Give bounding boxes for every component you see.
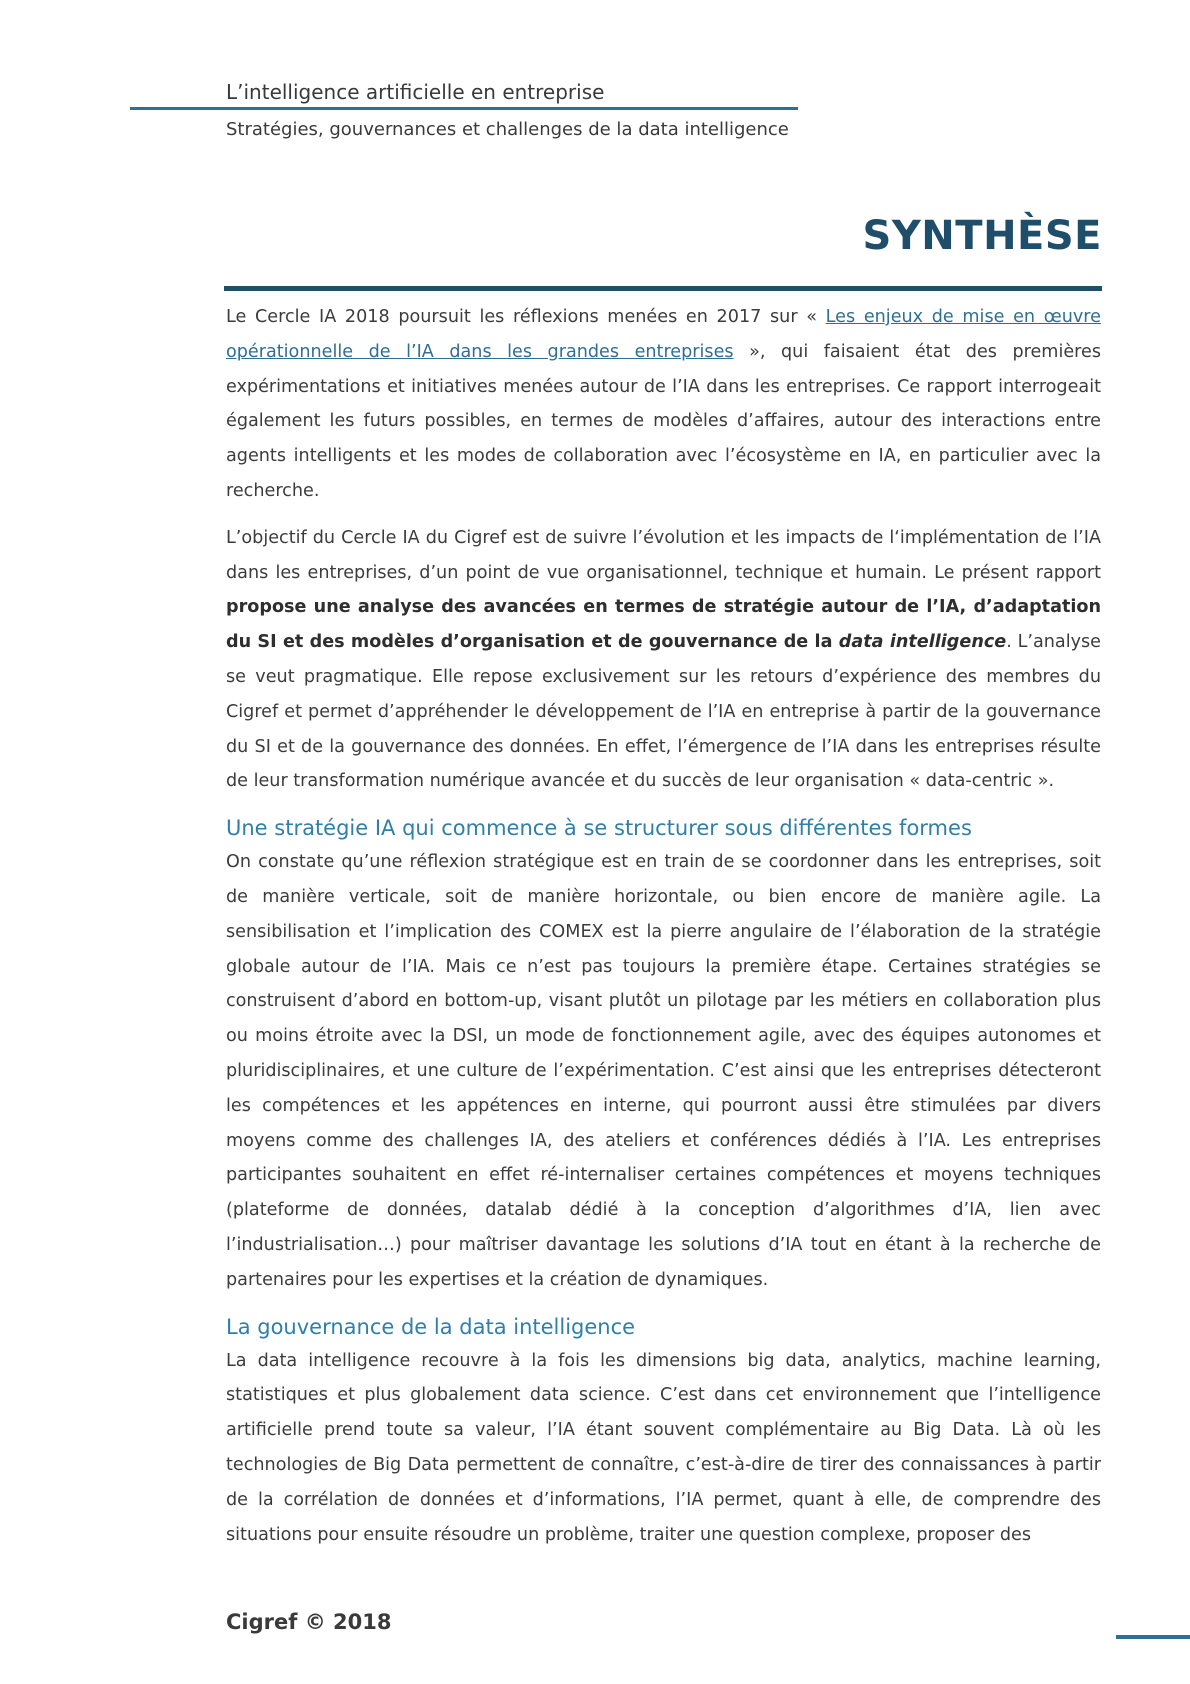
intro-text-after-link: », qui faisaient état des premières expérimentations et initiatives menées autour de l’IA dans les entreprises. Ce rapport interrogeait également les futurs possibles, en termes de modèles d’affaires, autour des interactions entre agents intelligents et les modes de collaboration avec l’écosystème en IA, en particulier avec la recherche.	[226, 341, 1101, 501]
paragraph-strategy: On constate qu’une réflexion stratégique est en train de se coordonner dans les entreprises, soit de manière verticale, soit de manière horizontale, ou bien encore de manière agile. La sensibilisation et l’implication des COMEX est la pierre angulaire de l’élaboration de la stratégie globale autour de l’IA. Mais ce n’est pas toujours la première étape. Certaines stratégies se construisent d’abord en bottom-up, visant plutôt un pilotage par les métiers en collaboration plus ou moins étroite avec la DSI, un mode de fonctionnement agile, avec des équipes autonomes et pluridisciplinaires, et une culture de l’expérimentation. C’est ainsi que les entreprises détecteront les compétences et les appétences en interne, qui pourront aussi être stimulées par divers moyens comme des challenges IA, des ateliers et conférences dédiés à l’IA. Les entreprises participantes souhaitent en effet ré-internaliser certaines compétences et moyens techniques (plateforme de données, datalab dédié à la conception d’algorithmes d’IA, lien avec l’industrialisation…) pour maîtriser davantage les solutions d’IA tout en étant à la recherche de partenaires pour les expertises et la création de dynamiques.	[226, 852, 1101, 1290]
title-divider	[224, 286, 1102, 291]
objective-text-end: . L’analyse se veut pragmatique. Elle repose exclusivement sur les retours d’expérience des membres du Cigref et permet d’appréhender le développement de l’IA en entreprise à partir de la gouvernance du SI et de la gouvernance des données. En effet, l’émergence de l’IA dans les entreprises résulte de leur transformation numérique avancée et du succès de leur organisation « data-centric ».	[226, 632, 1101, 792]
objective-text-start: L’objectif du Cercle IA du Cigref est de suivre l’évolution et les impacts de l‘implémentation de l’IA dans les entreprises, d’un point de vue organisationnel, technique et humain. Le présent rapport	[226, 527, 1101, 583]
running-header-subtitle: Stratégies, gouvernances et challenges de la data intelligence	[226, 119, 789, 140]
page-title: SYNTHÈSE	[862, 213, 1102, 259]
report-2017-link[interactable]: Les enjeux de mise en œuvre opérationnelle de l’IA dans les grandes entreprises	[226, 307, 1101, 362]
objective-italic-text: data intelligence	[838, 632, 1007, 653]
objective-bold-text: propose une analyse des avancées en termes de stratégie autour de l’IA, d’adaptation du SI et des modèles d’organisation et de gouvernance de la	[226, 597, 1101, 653]
running-header-title: L’intelligence artificielle en entreprise	[226, 80, 605, 104]
footer-copyright: Cigref © 2018	[226, 1610, 392, 1634]
section-heading-governance: La gouvernance de la data intelligence	[226, 1314, 636, 1339]
intro-text-before-link: Le Cercle IA 2018 poursuit les réflexions menées en 2017 sur «	[226, 307, 826, 327]
paragraph-governance: La data intelligence recouvre à la fois les dimensions big data, analytics, machine learning, statistiques et plus globalement data science. C’est dans cet environnement que l’intelligence artificielle prend toute sa valeur, l’IA étant souvent complémentaire au Big Data. Là où les technologies de Big Data permettent de connaître, c’est-à-dire de tirer des connaissances à partir de la corrélation de données et d’informations, l’IA permet, quant à elle, de comprendre des situations pour ensuite résoudre un problème, traiter une question complexe, proposer des	[226, 1350, 1101, 1545]
paragraph-intro	[226, 300, 1101, 509]
paragraph-objective	[226, 521, 1101, 799]
header-divider	[130, 107, 798, 110]
main-content	[226, 300, 1101, 1564]
section-heading-strategy: Une stratégie IA qui commence à se structurer sous différentes formes	[226, 816, 972, 841]
footer-divider	[1116, 1635, 1190, 1639]
